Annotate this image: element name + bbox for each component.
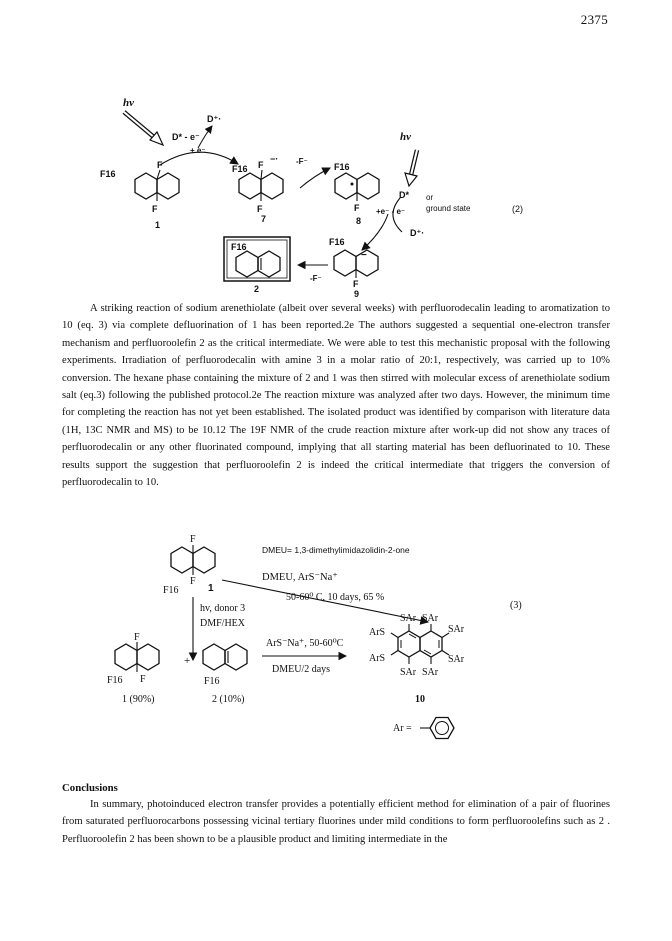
d-star: D* [399,190,410,200]
f16-2: F16 [231,242,247,252]
ars-left-2: ArS [369,653,386,664]
eq2-number: (2) [512,204,523,214]
f16-9: F16 [329,237,345,247]
f-7-bot: F [257,204,263,214]
anion-mark-9: − [361,250,367,261]
conclusions-heading: Conclusions [62,782,118,794]
compound-2-structure [203,644,247,670]
dmeu-definition: DMEU= 1,3-dimethylimidazolidin-2-one [262,545,410,555]
cond-down-2: DMF/HEX [200,618,246,629]
sar-bottom-left: SAr [400,667,417,678]
f16-mid: F16 [204,676,220,687]
page-number: 2375 [580,12,608,27]
sar-bottom-right: SAr [422,667,439,678]
eq3-number: (3) [510,600,522,611]
f16-7: F16 [232,164,248,174]
f16-1: F16 [100,169,116,179]
d-star-minus-e: D* - e⁻ [172,132,200,142]
plus-sign: + [184,655,191,667]
hv-top: hv [123,97,134,109]
radical-anion-mark: −· [270,154,279,164]
compound-9-label: 9 [354,289,360,299]
f16-left: F16 [107,675,123,686]
f-1-top: F [157,160,163,170]
compound-8-label: 8 [356,216,362,226]
f16-8: F16 [334,162,350,172]
d-plus-right: D⁺· [410,228,425,238]
cond-top-1: DMEU, ArS⁻Na⁺ [262,572,338,583]
paragraph-text: A striking reaction of sodium arenethiolate (albeit over several weeks) with perfluorodecalin leading to aromatization to 10 (eq. 3) via complete defluorination of 1 has been reported.2e The authors suggested a sequential one-electron transfer mechanism and perfluoroolefin 2 as the critical intermediate. We were able to test this mechanistic proposal with the following experiments. Irradiation of perfluorodecalin with amine 3 in a molar ratio of 20:1, respectively, was carried up to 10% conversion. The hexane phase containing the mixture of 2 and 1 was then stirred with molecular excess of arenethiolate sodium salt (eq.3) following the published protocol.2e The reaction mixture was analyzed after two days. However, the minimum time for completing the reaction has not yet been established. The isolated product was identified by comparison with literature data (1H, 13C NMR and MS) to be 10.12 The 19F NMR of the crude reaction mixture after work-up did not show any traces of perfluorodecalin or any other fluorinated compound, implying that all starting material has been defluorinated to 10. These results support the suggestion that perfluoroolefin 2 is indeed the critical intermediate that triggers the conversion of perfluorodecalin to 10. [62,303,610,489]
f-7-top: F [258,160,264,170]
compound-7-label: 7 [261,214,267,224]
cond-top-2: 50-60⁰ C, 10 days, 65 % [286,592,385,603]
label-2-10: 2 (10%) [212,694,245,705]
ars-left-1: ArS [369,627,386,638]
compound-1-bottom-structure [115,642,159,672]
compound-1-label: 1 [155,220,161,230]
sar-right-1: SAr [448,624,465,635]
phenyl-ring-icon [420,718,454,739]
f-left-bot: F [140,674,146,685]
f-8-bot: F [354,203,360,213]
conclusions-text: In summary, photoinduced electron transfer provides a potentially efficient method for elimination of a pair of fluorines from saturated perfluorocarbons possessing vicinal tertiary fluorines under mild conditions to form perfluoroolefins such as 2 . Perfluoroolefin 2 has been shown to be a plausible product and limiting intermediate in the [62,799,610,845]
compound-10-structure [391,624,449,664]
cond-arrow-2: DMEU/2 days [272,664,331,675]
sar-right-2: SAr [448,654,465,665]
d-plus-top: D⁺· [207,114,222,124]
f16-top: F16 [163,585,179,596]
or-text: or [426,193,434,202]
ar-equals: Ar = [393,723,412,734]
minus-f-bottom: -F⁻ [310,274,322,283]
sar-top-left: SAr [400,613,417,624]
label-1-90: 1 (90%) [122,694,155,705]
f-1-bot: F [152,204,158,214]
cond-arrow-1: ArS⁻Na⁺, 50-60⁰C [266,638,344,649]
conclusions-paragraph [62,796,610,848]
compound-2-label: 2 [254,284,260,294]
f-top-bot: F [190,576,196,587]
plus-e: + e⁻ [190,146,206,155]
ground-state: ground state [426,204,471,213]
f-left: F [134,632,140,643]
compound-1-top-label: 1 [208,583,214,594]
compound-1-top-structure [171,545,215,575]
f-top: F [190,534,196,545]
sar-top-right: SAr [422,613,439,624]
hv-right: hv [400,131,411,143]
f-9-bot: F [353,279,359,289]
minus-f-anion: -F⁻ [296,157,308,166]
label-10: 10 [415,694,425,705]
plus-e-minus-e: +e⁻ - e⁻ [376,207,406,216]
cond-down-1: hv, donor 3 [200,603,246,614]
